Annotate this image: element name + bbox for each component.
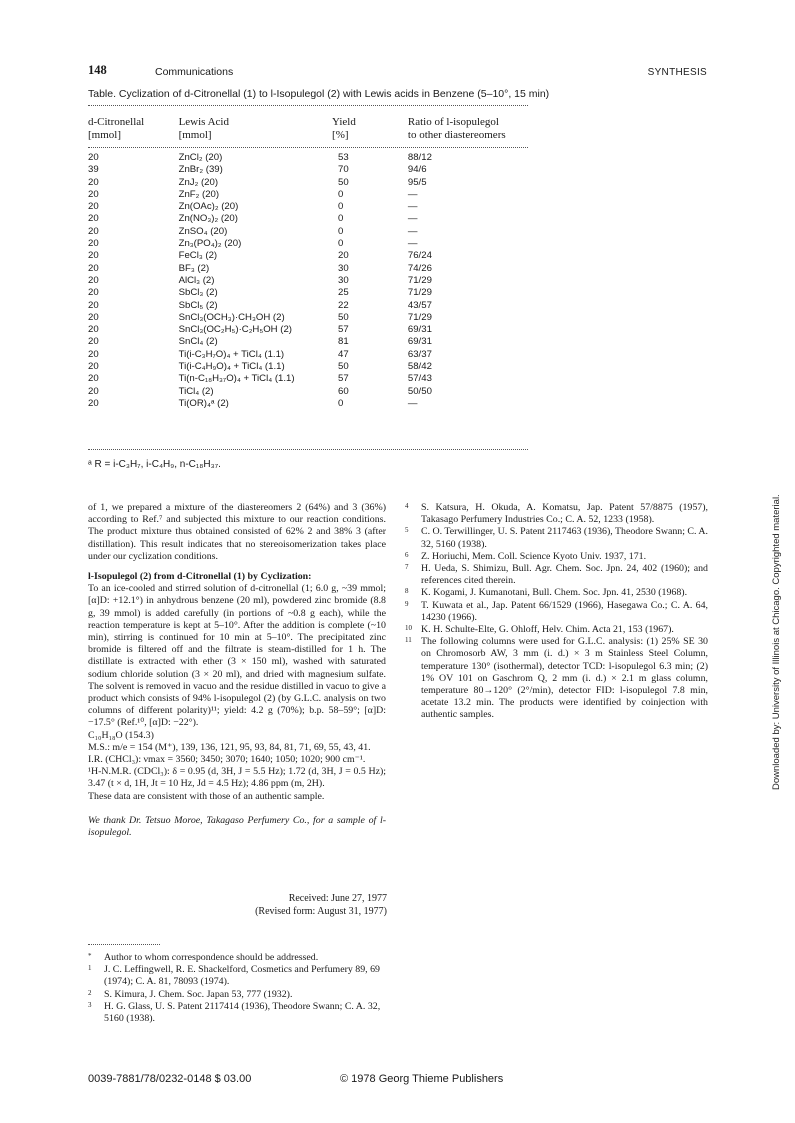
cell-citronellal: 20	[88, 311, 99, 323]
cell-ratio: 63/37	[407, 348, 432, 360]
table-row	[88, 226, 528, 238]
table-top-rule	[88, 105, 528, 106]
footnote-item	[88, 964, 388, 988]
reference-item	[405, 624, 708, 636]
cell-ratio: 43/57	[407, 299, 432, 311]
table-row	[88, 177, 528, 189]
cell-lewis-acid: Zn(NO₃)₂ (20)	[178, 213, 238, 225]
header-yield: Yield [%]	[332, 116, 356, 141]
cell-ratio: —	[407, 213, 418, 225]
cell-ratio: 57/43	[407, 373, 432, 385]
reference-number: 6	[405, 550, 409, 559]
footnote-item	[88, 952, 388, 964]
reference-item	[405, 526, 708, 550]
cell-ratio: —	[407, 225, 418, 237]
cell-lewis-acid: FeCl₃ (2)	[178, 250, 218, 262]
table-row	[88, 164, 528, 176]
footnote-number: 1	[88, 964, 92, 973]
table-bottom-rule	[88, 449, 528, 450]
reference-text: K. Kogami, J. Kumanotani, Bull. Chem. Soc. Jpn. 41, 2530 (1968).	[421, 587, 688, 599]
cell-yield: 0	[338, 238, 344, 250]
cell-lewis-acid: ZnJ₂ (20)	[178, 176, 219, 188]
table-row	[88, 324, 528, 336]
cell-lewis-acid: BF₃ (2)	[178, 262, 210, 274]
reference-number: 9	[405, 599, 409, 608]
reference-item	[405, 636, 708, 721]
table-row	[88, 312, 528, 324]
cell-yield: 47	[338, 348, 349, 360]
cell-citronellal: 20	[88, 336, 99, 348]
cell-yield: 0	[338, 397, 344, 409]
table-row	[88, 189, 528, 201]
table-row	[88, 300, 528, 312]
cell-yield: 50	[338, 311, 349, 323]
cell-citronellal: 20	[88, 274, 99, 286]
cell-ratio: 58/42	[407, 361, 432, 373]
page-number: 148	[88, 63, 107, 77]
cell-yield: 57	[338, 324, 349, 336]
table-body	[88, 152, 528, 410]
table-row	[88, 263, 528, 275]
table-row	[88, 373, 528, 385]
procedure-paragraph: To an ice-cooled and stirred solution of d-citronellal (1; 6.0 g, ~39 mmol; [α]D: +12.1°) in anhydrous benzene (20 ml), powdered zinc bromide (8.8 g, 39 mmol) is added carefully (in portions of ~0.8 g each), while the reaction temperature is kept at 5–10°. After the addition is complete (~10 min), stirring is continued for 10 min at 5–10°. The precipitated zinc bromide is filtered off and the filtrate is steam-distilled for 1 h. The distillate is extracted with ether (3 × 150 ml), washed with saturated sodium chloride solution (3 × 20 ml), and dried with magnesium sulfate. The solvent is removed in vacuo and the residue distilled in vacuo to give a product which consists of 94% l-isopulegol (2) (by G.L.C. analysis on two columns of different polarity)¹¹; yield: 4.2 g (70%); b.p. 58–59°; [α]D: −17.5° (Ref.¹⁰, [α]D: −22°).	[88, 583, 386, 729]
cell-ratio: 69/31	[407, 324, 432, 336]
cell-citronellal: 20	[88, 348, 99, 360]
header-citronellal: d-Citronellal [mmol]	[88, 116, 145, 141]
revised-date: (Revised form: August 31, 1977)	[255, 906, 387, 917]
cell-citronellal: 20	[88, 262, 99, 274]
reference-item	[405, 551, 708, 563]
cell-ratio: —	[407, 238, 418, 250]
mass-spec: M.S.: m/e = 154 (M⁺), 139, 136, 121, 95, 93, 84, 81, 71, 69, 55, 43, 41.	[88, 741, 371, 753]
cell-lewis-acid: ZnF₂ (20)	[178, 188, 220, 200]
cell-ratio: —	[407, 188, 418, 200]
cell-lewis-acid: AlCl₃ (2)	[178, 274, 215, 286]
table-row	[88, 238, 528, 250]
cell-yield: 20	[338, 250, 349, 262]
copyright: © 1978 Georg Thieme Publishers	[340, 1073, 504, 1085]
cell-lewis-acid: TiCl₄ (2)	[178, 385, 214, 397]
footnote-text: J. C. Leffingwell, R. E. Shackelford, Cosmetics and Perfumery 89, 69 (1974); C. A. 81, 78093 (1974).	[104, 964, 380, 988]
reference-item	[405, 600, 708, 624]
cell-yield: 30	[338, 274, 349, 286]
results-table	[88, 116, 528, 410]
cell-ratio: —	[407, 397, 418, 409]
intro-paragraph: of 1, we prepared a mixture of the diastereomers 2 (64%) and 3 (36%) according to Ref.⁷ and subjected this mixture to our reaction conditions. The product mixture thus obtained consisted of 62% 2 and 38% 3 (after distillation). This result indicates that no stereoisomerization takes place under our cyclization conditions.	[88, 502, 386, 562]
cell-citronellal: 20	[88, 373, 99, 385]
table-row	[88, 250, 528, 262]
footnote-number: *	[88, 952, 92, 960]
footnote-number: 3	[88, 1000, 92, 1009]
cell-ratio: 69/31	[407, 336, 432, 348]
footnote-item	[88, 1001, 388, 1025]
cell-citronellal: 20	[88, 397, 99, 409]
cell-yield: 70	[338, 164, 349, 176]
cell-citronellal: 20	[88, 324, 99, 336]
cell-lewis-acid: SnCl₄ (2)	[178, 336, 218, 348]
cell-lewis-acid: Ti(n-C₁₈H₃₇O)₄ + TiCl₄ (1.1)	[178, 373, 295, 385]
table-row	[88, 386, 528, 398]
cell-yield: 30	[338, 262, 349, 274]
table-row	[88, 213, 528, 225]
cell-yield: 50	[338, 361, 349, 373]
cell-ratio: 74/26	[407, 262, 432, 274]
acknowledgement: We thank Dr. Tetsuo Moroe, Takagaso Perfumery Co., for a sample of l-isopulegol.	[88, 814, 386, 839]
cell-citronellal: 20	[88, 238, 99, 250]
procedure-heading: l-Isopulegol (2) from d-Citronellal (1) by Cyclization:	[88, 571, 312, 583]
cell-yield: 25	[338, 287, 349, 299]
article-code: 0039-7881/78/0232-0148 $ 03.00	[88, 1073, 252, 1085]
cell-lewis-acid: SbCl₃ (2)	[178, 287, 218, 299]
molecular-formula: C₁₀H₁₈O (154.3)	[88, 729, 154, 741]
cell-citronellal: 20	[88, 152, 99, 163]
cell-ratio: 94/6	[407, 164, 427, 176]
cell-yield: 81	[338, 336, 349, 348]
cell-lewis-acid: Ti(i-C₄H₉O)₄ + TiCl₄ (1.1)	[178, 361, 285, 373]
reference-text: K. H. Schulte-Elte, G. Ohloff, Helv. Chim. Acta 21, 153 (1967).	[421, 624, 674, 636]
reference-number: 11	[405, 636, 412, 645]
cell-lewis-acid: Zn(OAc)₂ (20)	[178, 201, 239, 213]
cell-yield: 53	[338, 152, 349, 163]
ir-data: I.R. (CHCl₃): νmax = 3560; 3450; 3070; 1640; 1050; 1020; 900 cm⁻¹.	[88, 754, 366, 766]
cell-ratio: 71/29	[407, 287, 432, 299]
left-column	[88, 502, 386, 839]
cell-lewis-acid: ZnBr₂ (39)	[178, 164, 223, 176]
table-row	[88, 201, 528, 213]
cell-ratio: —	[407, 201, 418, 213]
cell-lewis-acid: ZnSO₄ (20)	[178, 225, 228, 237]
footnote-rule	[88, 944, 160, 945]
cell-lewis-acid: SnCl₃(OCH₃)·CH₃OH (2)	[178, 311, 285, 323]
table-row	[88, 361, 528, 373]
cell-citronellal: 20	[88, 188, 99, 200]
cell-ratio: 71/29	[407, 311, 432, 323]
footnote-number: 2	[88, 988, 92, 997]
section-title: Communications	[155, 66, 234, 78]
references-list	[405, 502, 708, 722]
cell-ratio: 88/12	[407, 152, 432, 163]
cell-yield: 0	[338, 188, 344, 200]
reference-text: T. Kuwata et al., Jap. Patent 66/1529 (1966), Hasegawa Co.; C. A. 64, 14230 (1966).	[421, 599, 708, 623]
table-caption: Table. Cyclization of d-Citronellal (1) to l-Isopulegol (2) with Lewis acids in Benzene (5–10°, 15 min)	[88, 88, 550, 100]
table-header-row	[88, 116, 528, 142]
table-row	[88, 349, 528, 361]
reference-number: 8	[405, 587, 409, 596]
cell-citronellal: 20	[88, 250, 99, 262]
reference-number: 10	[405, 624, 412, 633]
reference-number: 5	[405, 526, 409, 535]
table-row	[88, 398, 528, 410]
cell-yield: 22	[338, 299, 349, 311]
cell-ratio: 76/24	[407, 250, 432, 262]
footnote-text: S. Kimura, J. Chem. Soc. Japan 53, 777 (1932).	[104, 988, 293, 1000]
cell-ratio: 95/5	[407, 176, 427, 188]
received-date: Received: June 27, 1977	[288, 893, 387, 904]
cell-lewis-acid: Ti(OR)₄ᵃ (2)	[178, 397, 229, 409]
table-footnote: ᵃ R = i-C₃H₇, i-C₄H₉, n-C₁₈H₃₇.	[88, 459, 221, 470]
reference-number: 4	[405, 502, 409, 510]
cell-citronellal: 20	[88, 299, 99, 311]
header-lewis-acid: Lewis Acid [mmol]	[178, 116, 229, 141]
cell-citronellal: 20	[88, 385, 99, 397]
table-row	[88, 275, 528, 287]
reference-number: 7	[405, 563, 409, 572]
table-row	[88, 336, 528, 348]
cell-yield: 0	[338, 201, 344, 213]
reference-text: C. O. Terwillinger, U. S. Patent 2117463 (1936), Theodore Swann; C. A. 32, 5160 (1938).	[421, 526, 708, 550]
received-dates	[240, 892, 387, 918]
cell-citronellal: 39	[88, 164, 99, 176]
nmr-data: ¹H-N.M.R. (CDCl₃): δ = 0.95 (d, 3H, J = 5.5 Hz); 1.72 (d, 3H, J = 0.5 Hz); 3.47 (t × d, 1H, Jt = 10 Hz, Jd = 4.5 Hz); 4.86 ppm (m, 2H).	[88, 766, 386, 790]
footnote-text: H. G. Glass, U. S. Patent 2117414 (1936), Theodore Swann; C. A. 32, 5160 (1938).	[104, 1000, 381, 1025]
cell-yield: 60	[338, 385, 349, 397]
cell-yield: 0	[338, 213, 344, 225]
reference-text: S. Katsura, H. Okuda, A. Komatsu, Jap. Patent 57/8875 (1957), Takasago Perfumery Industries Co.; C. A. 52, 1233 (1958).	[421, 502, 708, 526]
cell-lewis-acid: SbCl₅ (2)	[178, 299, 218, 311]
footnotes	[88, 952, 388, 1025]
cell-lewis-acid: Zn₃(PO₄)₂ (20)	[178, 238, 242, 250]
footnote-item	[88, 989, 388, 1001]
cell-citronellal: 20	[88, 176, 99, 188]
reference-text: H. Ueda, S. Shimizu, Bull. Agr. Chem. Soc. Jpn. 24, 402 (1960); and references cited therein.	[421, 563, 708, 587]
header-ratio: Ratio of l-isopulegol to other diastereomers	[407, 116, 506, 141]
cell-citronellal: 20	[88, 287, 99, 299]
reference-item	[405, 502, 708, 526]
cell-ratio: 50/50	[407, 385, 432, 397]
consistency-note: These data are consistent with those of an authentic sample.	[88, 790, 325, 802]
cell-ratio: 71/29	[407, 274, 432, 286]
download-notice: Downloaded by: University of Illinois at Chicago. Copyrighted material.	[771, 494, 782, 790]
cell-lewis-acid: ZnCl₂ (20)	[178, 152, 223, 163]
reference-item	[405, 587, 708, 599]
cell-citronellal: 20	[88, 213, 99, 225]
table-row	[88, 152, 528, 164]
cell-yield: 57	[338, 373, 349, 385]
reference-text: The following columns were used for G.L.C. analysis: (1) 25% SE 30 on Chromosorb AW, 3 mm (i. d.) × 3 m Stainless Steel Column, temperature 130° (isothermal), detector TCD: l-isopulegol 6.3 min; (2) 1% OV 101 on Gaschrom Q, 2 mm (i. d.) × 2.1 m glass column, temperature 80→120° (2°/min), detector FID: l-isopulegol 7.8 min, acetate 13.2 min. The products were identified by coinjection with authentic samples.	[421, 636, 708, 721]
table-row	[88, 287, 528, 299]
cell-yield: 0	[338, 225, 344, 237]
cell-citronellal: 20	[88, 225, 99, 237]
reference-text: Z. Horiuchi, Mem. Coll. Science Kyoto Univ. 1937, 171.	[421, 550, 647, 562]
cell-lewis-acid: SnCl₃(OC₂H₅)·C₂H₅OH (2)	[178, 324, 292, 336]
cell-lewis-acid: Ti(i-C₃H₇O)₄ + TiCl₄ (1.1)	[178, 348, 285, 360]
cell-citronellal: 20	[88, 201, 99, 213]
cell-citronellal: 20	[88, 361, 99, 373]
journal-name: SYNTHESIS	[647, 67, 707, 78]
footnote-text: Author to whom correspondence should be addressed.	[104, 952, 319, 963]
reference-item	[405, 563, 708, 587]
cell-yield: 50	[338, 176, 349, 188]
